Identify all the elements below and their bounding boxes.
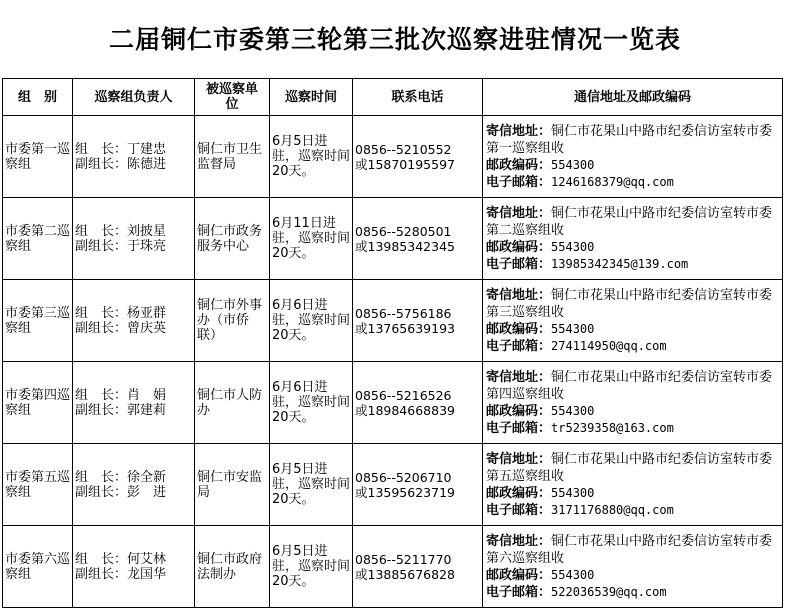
leader-name: 徐全新 xyxy=(127,469,167,485)
unit-cell xyxy=(195,362,270,444)
group-name xyxy=(3,444,73,526)
address-label: 寄信地址： xyxy=(486,123,552,139)
phone-mobile: 或18984668839 xyxy=(355,402,455,418)
address-cell xyxy=(483,280,783,362)
table-row xyxy=(3,526,783,608)
email-line xyxy=(486,338,780,355)
phone-landline: 0856--5280501 xyxy=(355,223,452,239)
leader-line xyxy=(75,224,192,239)
phone-mobile: 或13885676828 xyxy=(355,566,455,582)
phone-cell xyxy=(353,116,483,198)
table-row xyxy=(3,198,783,280)
leader-line xyxy=(75,142,192,157)
email-line xyxy=(486,502,780,519)
table-row xyxy=(3,444,783,526)
leader-label: 组 长： xyxy=(75,551,128,567)
time-cell xyxy=(270,444,353,526)
postcode-line xyxy=(486,485,780,502)
time-text: 6月11日进驻，巡察时间20天。 xyxy=(272,216,351,261)
deputy-line xyxy=(75,485,192,500)
leader-line xyxy=(75,306,192,321)
time-cell xyxy=(270,198,353,280)
deputy-label: 副组长： xyxy=(75,484,128,500)
unit-text: 铜仁市安监局 xyxy=(197,469,263,500)
phone-cell xyxy=(353,198,483,280)
group-name xyxy=(3,280,73,362)
email-label: 电子邮箱： xyxy=(486,256,552,272)
email-line xyxy=(486,174,780,191)
leader-line xyxy=(75,388,192,403)
postcode-value: 554300 xyxy=(551,157,595,172)
deputy-name: 郭建莉 xyxy=(127,402,167,418)
header-phone: 联系电话 xyxy=(353,79,483,116)
leader-label: 组 长： xyxy=(75,223,128,239)
group-name xyxy=(3,198,73,280)
address-line xyxy=(486,287,780,321)
phone-cell xyxy=(353,280,483,362)
time-cell xyxy=(270,280,353,362)
header-address: 通信地址及邮政编码 xyxy=(483,79,783,116)
phone-mobile: 或15870195597 xyxy=(355,156,455,172)
address-text: 铜仁市花果山中路市纪委信访室转市委第三巡察组收 xyxy=(486,287,773,320)
unit-text: 铜仁市政务服务中心 xyxy=(197,223,263,254)
deputy-label: 副组长： xyxy=(75,238,128,254)
unit-cell xyxy=(195,116,270,198)
unit-cell xyxy=(195,444,270,526)
address-label: 寄信地址： xyxy=(486,287,552,303)
leader-name: 刘披星 xyxy=(127,223,167,239)
postcode-line xyxy=(486,321,780,338)
phone-mobile: 或13985342345 xyxy=(355,238,455,254)
group-text: 市委第六巡察组 xyxy=(5,551,71,582)
phone-landline: 0856--5211770 xyxy=(355,551,452,567)
time-text: 6月5日进驻，巡察时间20天。 xyxy=(272,462,351,507)
deputy-line xyxy=(75,157,192,172)
postcode-label: 邮政编码： xyxy=(486,567,552,583)
address-cell xyxy=(483,526,783,608)
unit-text: 铜仁市卫生监督局 xyxy=(197,141,263,172)
email-line xyxy=(486,584,780,601)
email-line xyxy=(486,420,780,437)
email-link[interactable]: 3171176880@qq.com xyxy=(551,502,674,517)
deputy-label: 副组长： xyxy=(75,156,128,172)
deputy-label: 副组长： xyxy=(75,566,128,582)
leader-line xyxy=(75,552,192,567)
address-text: 铜仁市花果山中路市纪委信访室转市委第五巡察组收 xyxy=(486,451,773,484)
postcode-line xyxy=(486,403,780,420)
leader-name: 丁建忠 xyxy=(127,141,167,157)
leader-name: 肖 娟 xyxy=(127,387,167,403)
time-text: 6月5日进驻，巡察时间20天。 xyxy=(272,134,351,179)
leaders-cell xyxy=(73,116,195,198)
postcode-label: 邮政编码： xyxy=(486,157,552,173)
address-label: 寄信地址： xyxy=(486,369,552,385)
leader-name: 何艾林 xyxy=(127,551,167,567)
leader-line xyxy=(75,470,192,485)
unit-text: 铜仁市人防办 xyxy=(197,387,263,418)
deputy-name: 陈德进 xyxy=(127,156,167,172)
postcode-label: 邮政编码： xyxy=(486,485,552,501)
address-label: 寄信地址： xyxy=(486,533,552,549)
email-link[interactable]: 274114950@qq.com xyxy=(551,338,667,353)
time-cell xyxy=(270,526,353,608)
phone-cell xyxy=(353,444,483,526)
phone-landline: 0856--5210552 xyxy=(355,141,452,157)
postcode-value: 554300 xyxy=(551,567,595,582)
group-name xyxy=(3,526,73,608)
address-cell xyxy=(483,116,783,198)
unit-cell xyxy=(195,198,270,280)
leaders-cell xyxy=(73,280,195,362)
postcode-value: 554300 xyxy=(551,321,595,336)
leaders-cell xyxy=(73,444,195,526)
email-link[interactable]: tr5239358@163.com xyxy=(551,420,674,435)
email-link[interactable]: 522036539@qq.com xyxy=(551,584,667,599)
address-text: 铜仁市花果山中路市纪委信访室转市委第六巡察组收 xyxy=(486,533,773,566)
postcode-line xyxy=(486,157,780,174)
group-name xyxy=(3,362,73,444)
deputy-line xyxy=(75,321,192,336)
address-text: 铜仁市花果山中路市纪委信访室转市委第二巡察组收 xyxy=(486,205,773,238)
address-cell xyxy=(483,444,783,526)
email-label: 电子邮箱： xyxy=(486,502,552,518)
phone-landline: 0856--5756186 xyxy=(355,305,452,321)
group-text: 市委第一巡察组 xyxy=(5,141,71,172)
address-line xyxy=(486,369,780,403)
group-text: 市委第五巡察组 xyxy=(5,469,71,500)
address-label: 寄信地址： xyxy=(486,451,552,467)
leaders-cell xyxy=(73,198,195,280)
inspection-table xyxy=(2,78,783,608)
phone-cell xyxy=(353,362,483,444)
time-text: 6月6日进驻，巡察时间20天。 xyxy=(272,380,351,425)
email-label: 电子邮箱： xyxy=(486,584,552,600)
unit-text: 铜仁市外事办（市侨联） xyxy=(197,298,263,343)
deputy-name: 曾庆英 xyxy=(127,320,167,336)
phone-landline: 0856--5206710 xyxy=(355,469,452,485)
address-line xyxy=(486,533,780,567)
postcode-value: 554300 xyxy=(551,485,595,500)
phone-mobile: 或13595623719 xyxy=(355,484,455,500)
leader-label: 组 长： xyxy=(75,141,128,157)
deputy-label: 副组长： xyxy=(75,402,128,418)
postcode-line xyxy=(486,567,780,584)
address-line xyxy=(486,205,780,239)
deputy-line xyxy=(75,239,192,254)
leader-label: 组 长： xyxy=(75,305,128,321)
address-label: 寄信地址： xyxy=(486,205,552,221)
deputy-line xyxy=(75,403,192,418)
phone-mobile: 或13765639193 xyxy=(355,320,455,336)
email-link[interactable]: 1246168379@qq.com xyxy=(551,174,674,189)
header-group: 组 别 xyxy=(3,79,73,116)
header-leader: 巡察组负责人 xyxy=(73,79,195,116)
postcode-line xyxy=(486,239,780,256)
address-line xyxy=(486,123,780,157)
table-row xyxy=(3,362,783,444)
postcode-label: 邮政编码： xyxy=(486,403,552,419)
table-row xyxy=(3,116,783,198)
email-label: 电子邮箱： xyxy=(486,420,552,436)
time-text: 6月5日进驻，巡察时间20天。 xyxy=(272,544,351,589)
address-text: 铜仁市花果山中路市纪委信访室转市委第四巡察组收 xyxy=(486,369,773,402)
leader-name: 杨亚群 xyxy=(127,305,167,321)
group-text: 市委第二巡察组 xyxy=(5,223,71,254)
header-row xyxy=(3,79,783,116)
email-label: 电子邮箱： xyxy=(486,338,552,354)
time-text: 6月6日进驻，巡察时间20天。 xyxy=(272,298,351,343)
unit-cell xyxy=(195,280,270,362)
address-line xyxy=(486,451,780,485)
group-text: 市委第三巡察组 xyxy=(5,305,71,336)
leaders-cell xyxy=(73,526,195,608)
leader-label: 组 长： xyxy=(75,469,128,485)
deputy-label: 副组长： xyxy=(75,320,128,336)
time-cell xyxy=(270,116,353,198)
deputy-line xyxy=(75,567,192,582)
postcode-value: 554300 xyxy=(551,239,595,254)
group-name xyxy=(3,116,73,198)
postcode-label: 邮政编码： xyxy=(486,321,552,337)
email-label: 电子邮箱： xyxy=(486,174,552,190)
leaders-cell xyxy=(73,362,195,444)
table-row xyxy=(3,280,783,362)
time-cell xyxy=(270,362,353,444)
leader-label: 组 长： xyxy=(75,387,128,403)
email-link[interactable]: 13985342345@139.com xyxy=(551,256,689,271)
email-line xyxy=(486,256,780,273)
phone-landline: 0856--5216526 xyxy=(355,387,452,403)
header-unit: 被巡察单位 xyxy=(195,79,270,116)
group-text: 市委第四巡察组 xyxy=(5,387,71,418)
deputy-name: 彭 进 xyxy=(127,484,167,500)
postcode-value: 554300 xyxy=(551,403,595,418)
page-title: 二届铜仁市委第三轮第三批次巡察进驻情况一览表 xyxy=(108,25,681,54)
unit-cell xyxy=(195,526,270,608)
address-cell xyxy=(483,362,783,444)
address-text: 铜仁市花果山中路市纪委信访室转市委第一巡察组收 xyxy=(486,123,773,156)
unit-text: 铜仁市政府法制办 xyxy=(197,551,263,582)
phone-cell xyxy=(353,526,483,608)
postcode-label: 邮政编码： xyxy=(486,239,552,255)
address-cell xyxy=(483,198,783,280)
header-time: 巡察时间 xyxy=(270,79,353,116)
deputy-name: 龙国华 xyxy=(127,566,167,582)
deputy-name: 于珠亮 xyxy=(127,238,167,254)
